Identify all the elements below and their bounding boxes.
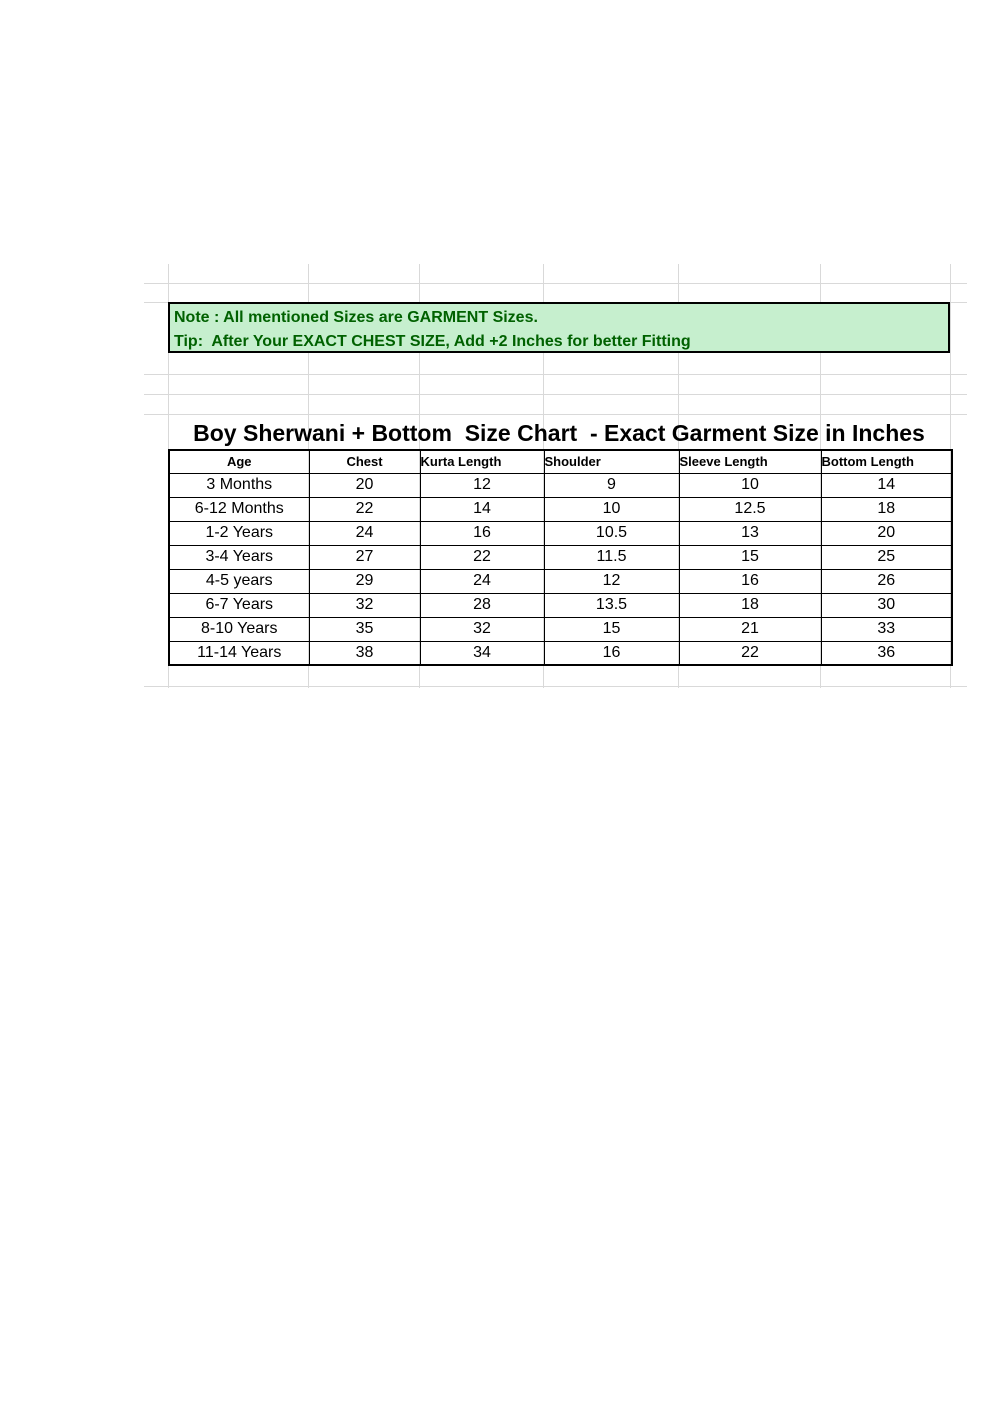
cell-shoulder: 13.5: [544, 593, 679, 617]
table-row: [169, 617, 952, 641]
cell-chest: 27: [309, 545, 420, 569]
cell-age: 3 Months: [169, 473, 309, 497]
table-row: [169, 569, 952, 593]
cell-shoulder: 11.5: [544, 545, 679, 569]
gridline: [144, 283, 967, 284]
cell-kurta-length: 24: [420, 569, 544, 593]
cell-chest: 29: [309, 569, 420, 593]
note-text: Note : All mentioned Sizes are GARMENT Sizes.: [174, 309, 538, 326]
cell-bottom-length: 14: [821, 473, 952, 497]
cell-age: 11-14 Years: [169, 641, 309, 665]
cell-sleeve-length: 21: [679, 617, 821, 641]
table-header-row: [169, 450, 952, 473]
cell-shoulder: 10.5: [544, 521, 679, 545]
cell-age: 6-7 Years: [169, 593, 309, 617]
table-row: [169, 473, 952, 497]
cell-sleeve-length: 16: [679, 569, 821, 593]
cell-kurta-length: 12: [420, 473, 544, 497]
cell-shoulder: 16: [544, 641, 679, 665]
cell-bottom-length: 36: [821, 641, 952, 665]
cell-kurta-length: 28: [420, 593, 544, 617]
cell-age: 1-2 Years: [169, 521, 309, 545]
cell-kurta-length: 32: [420, 617, 544, 641]
column-header-kurta-length: Kurta Length: [420, 450, 544, 473]
table-row: [169, 497, 952, 521]
table-row: [169, 545, 952, 569]
cell-age: 3-4 Years: [169, 545, 309, 569]
cell-chest: 20: [309, 473, 420, 497]
table-row: [169, 641, 952, 665]
cell-bottom-length: 25: [821, 545, 952, 569]
size-chart-table: [168, 449, 953, 666]
tip-text: Tip: After Your EXACT CHEST SIZE, Add +2 Inches for better Fitting: [174, 333, 691, 350]
cell-chest: 32: [309, 593, 420, 617]
cell-chest: 35: [309, 617, 420, 641]
cell-shoulder: 10: [544, 497, 679, 521]
cell-sleeve-length: 22: [679, 641, 821, 665]
cell-bottom-length: 18: [821, 497, 952, 521]
column-header-sleeve-length: Sleeve Length: [679, 450, 821, 473]
cell-chest: 38: [309, 641, 420, 665]
cell-sleeve-length: 10: [679, 473, 821, 497]
cell-shoulder: 15: [544, 617, 679, 641]
cell-sleeve-length: 12.5: [679, 497, 821, 521]
cell-shoulder: 9: [544, 473, 679, 497]
gridline: [144, 374, 967, 375]
cell-sleeve-length: 18: [679, 593, 821, 617]
table-row: [169, 593, 952, 617]
cell-bottom-length: 33: [821, 617, 952, 641]
cell-kurta-length: 22: [420, 545, 544, 569]
size-chart-title: Boy Sherwani + Bottom Size Chart - Exact Garment Size in Inches: [193, 420, 925, 446]
cell-bottom-length: 26: [821, 569, 952, 593]
note-box: [168, 302, 950, 353]
gridline: [144, 394, 967, 395]
cell-sleeve-length: 15: [679, 545, 821, 569]
column-header-chest: Chest: [309, 450, 420, 473]
cell-bottom-length: 20: [821, 521, 952, 545]
column-header-age: Age: [169, 450, 309, 473]
table-row: [169, 521, 952, 545]
cell-kurta-length: 14: [420, 497, 544, 521]
column-header-shoulder: Shoulder: [544, 450, 679, 473]
cell-age: 8-10 Years: [169, 617, 309, 641]
column-header-bottom-length: Bottom Length: [821, 450, 952, 473]
gridline: [144, 686, 967, 687]
cell-kurta-length: 34: [420, 641, 544, 665]
cell-age: 6-12 Months: [169, 497, 309, 521]
cell-chest: 22: [309, 497, 420, 521]
gridline: [144, 414, 967, 415]
cell-age: 4-5 years: [169, 569, 309, 593]
cell-kurta-length: 16: [420, 521, 544, 545]
cell-sleeve-length: 13: [679, 521, 821, 545]
cell-chest: 24: [309, 521, 420, 545]
cell-shoulder: 12: [544, 569, 679, 593]
cell-bottom-length: 30: [821, 593, 952, 617]
